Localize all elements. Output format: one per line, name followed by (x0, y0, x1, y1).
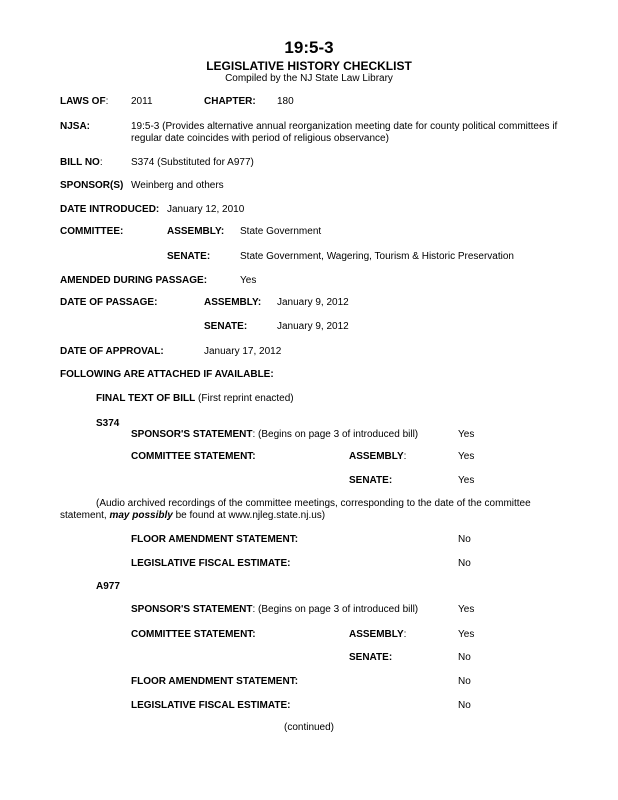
audio-note (60, 498, 580, 522)
date-introduced-label: DATE INTRODUCED: (60, 204, 160, 215)
a977-assembly-row (349, 629, 406, 641)
chapter-label: CHAPTER: (204, 96, 256, 107)
s374-assembly-row (349, 451, 406, 463)
a977-assembly-label: ASSEMBLY (349, 629, 404, 640)
bill-no-row (60, 157, 103, 169)
approval-label: DATE OF APPROVAL: (60, 346, 164, 357)
laws-of-label: LAWS OF (60, 96, 106, 107)
audio-note-part2: be found at www.njleg.state.nj.us) (172, 510, 326, 521)
document-code: 19:5-3 (284, 38, 334, 57)
document-title: LEGISLATIVE HISTORY CHECKLIST (206, 59, 412, 73)
sponsors-label: SPONSOR(S) (60, 180, 124, 191)
following-heading: FOLLOWING ARE ATTACHED IF AVAILABLE: (60, 369, 274, 380)
laws-of-value: 2011 (131, 96, 153, 107)
approval-value: January 17, 2012 (204, 346, 282, 357)
document-subtitle: Compiled by the NJ State Law Library (225, 73, 393, 84)
a977-senate-value: No (458, 652, 471, 663)
s374-floor-label: FLOOR AMENDMENT STATEMENT: (131, 534, 299, 545)
s374-sponsor-label: SPONSOR'S STATEMENT (131, 429, 253, 440)
amended-value: Yes (240, 275, 257, 286)
amended-label: AMENDED DURING PASSAGE: (60, 275, 208, 286)
a977-committee-label: COMMITTEE STATEMENT: (131, 629, 256, 640)
a977-fiscal-value: No (458, 700, 471, 711)
passage-senate-label: SENATE: (204, 321, 248, 332)
sponsors-value: Weinberg and others (131, 180, 224, 191)
passage-assembly-value: January 9, 2012 (277, 297, 349, 308)
s374-fiscal-value: No (458, 558, 471, 569)
continued-note: (continued) (283, 722, 335, 733)
a977-fiscal-label: LEGISLATIVE FISCAL ESTIMATE: (131, 700, 291, 711)
committee-senate-label: SENATE: (167, 251, 211, 262)
date-introduced-value: January 12, 2010 (167, 204, 245, 215)
s374-committee-label: COMMITTEE STATEMENT: (131, 451, 256, 462)
s374-label: S374 (96, 418, 120, 429)
committee-senate-value: State Government, Wagering, Tourism & Historic Preservation (240, 251, 514, 262)
s374-sponsor-row (131, 429, 418, 441)
a977-floor-label: FLOOR AMENDMENT STATEMENT: (131, 676, 299, 687)
s374-assembly-value: Yes (458, 451, 475, 462)
bill-no-colon: : (99, 157, 103, 168)
chapter-value: 180 (277, 96, 294, 107)
bill-no-label: BILL NO (60, 157, 100, 168)
njsa-label: NJSA: (60, 121, 91, 132)
final-text-note: (First reprint enacted) (195, 393, 294, 404)
laws-of-colon: : (105, 96, 109, 107)
a977-senate-label: SENATE: (349, 652, 393, 663)
final-text-label: FINAL TEXT OF BILL (96, 393, 196, 404)
passage-senate-value: January 9, 2012 (277, 321, 349, 332)
a977-label: A977 (96, 581, 120, 592)
passage-assembly-label: ASSEMBLY: (204, 297, 262, 308)
final-text-row (96, 393, 294, 405)
bill-no-value: S374 (Substituted for A977) (131, 157, 254, 168)
a977-floor-value: No (458, 676, 471, 687)
s374-fiscal-label: LEGISLATIVE FISCAL ESTIMATE: (131, 558, 291, 569)
s374-sponsor-value: Yes (458, 429, 475, 440)
s374-sponsor-note: : (Begins on page 3 of introduced bill) (252, 429, 419, 440)
committee-assembly-value: State Government (240, 226, 322, 237)
a977-assembly-colon: : (403, 629, 407, 640)
a977-sponsor-value: Yes (458, 604, 475, 615)
a977-sponsor-label: SPONSOR'S STATEMENT (131, 604, 253, 615)
s374-senate-value: Yes (458, 475, 475, 486)
passage-label: DATE OF PASSAGE: (60, 297, 158, 308)
laws-of-row (60, 96, 108, 108)
committee-label: COMMITTEE: (60, 226, 124, 237)
njsa-value: 19:5-3 (Provides alternative annual reorganization meeting date for county political committees if regular date coincides with period of religious observance) (131, 121, 558, 144)
s374-assembly-label: ASSEMBLY (349, 451, 404, 462)
a977-assembly-value: Yes (458, 629, 475, 640)
s374-senate-label: SENATE: (349, 475, 393, 486)
audio-note-emphasis: may possibly (109, 510, 173, 521)
s374-assembly-colon: : (403, 451, 407, 462)
committee-assembly-label: ASSEMBLY: (167, 226, 225, 237)
audio-note-part1: (Audio archived recordings of the committee meetings, corresponding to the date of the committee statement, (60, 498, 531, 521)
a977-sponsor-note: : (Begins on page 3 of introduced bill) (252, 604, 419, 615)
a977-sponsor-row (131, 604, 418, 616)
s374-floor-value: No (458, 534, 471, 545)
